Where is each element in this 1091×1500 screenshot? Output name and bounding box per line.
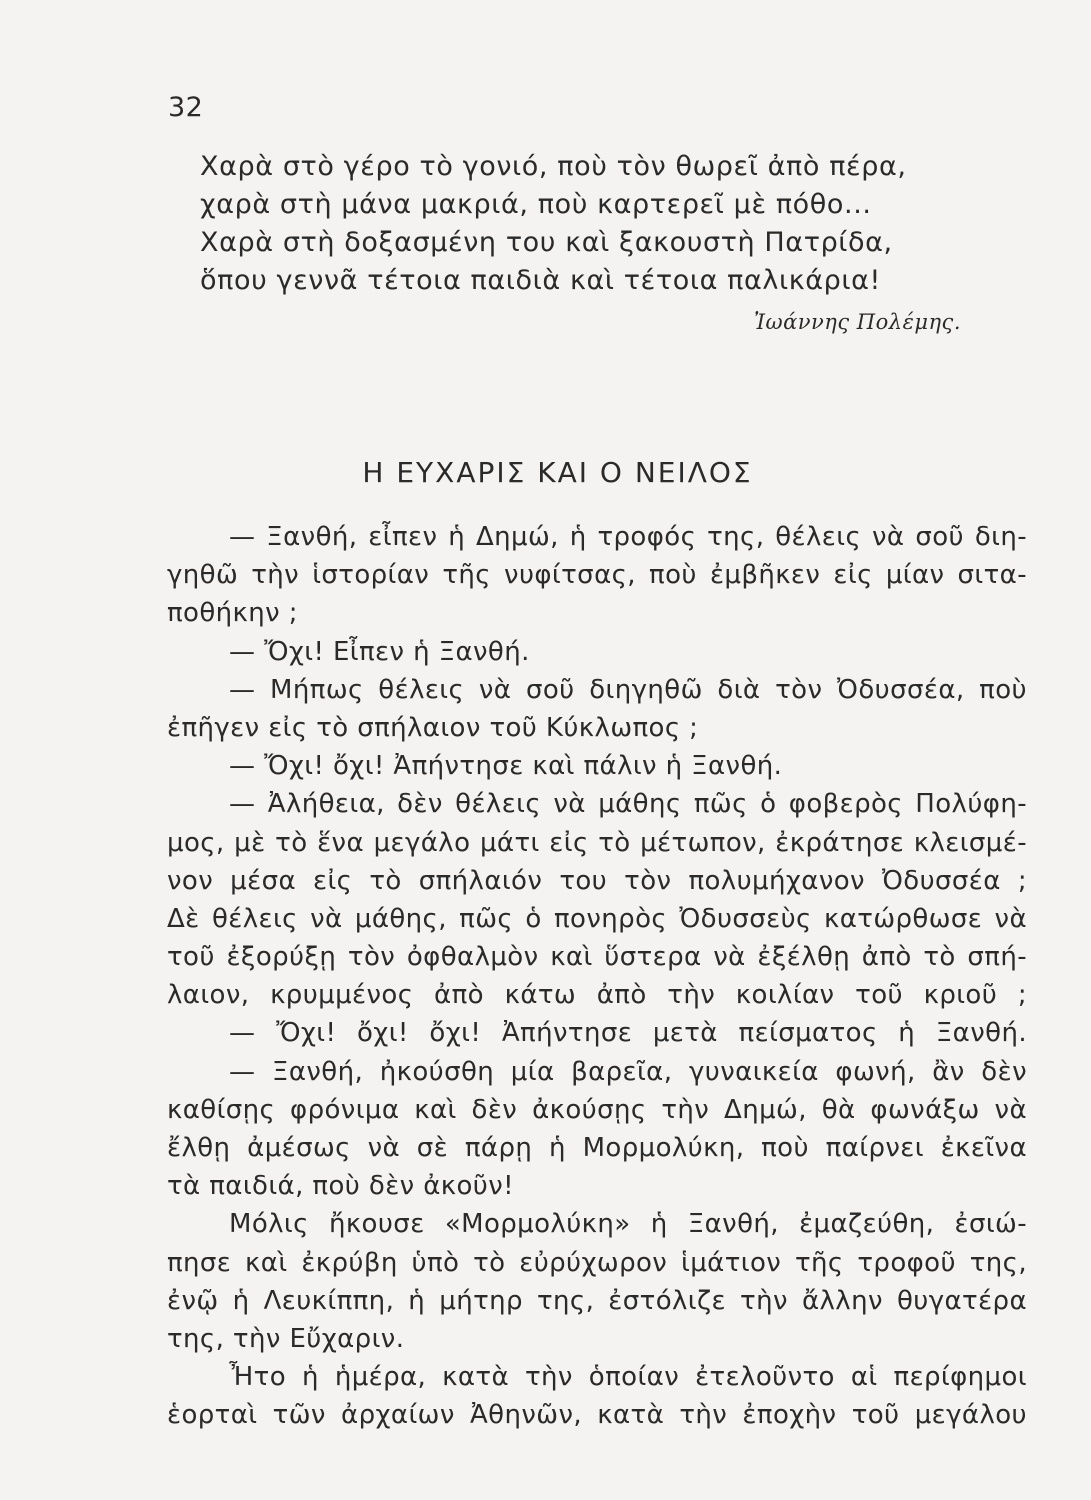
story-line	[167, 1396, 1027, 1434]
poem-line: χαρὰ στὴ μάνα μακριά, ποὺ καρτερεῖ μὲ πόθο...	[200, 189, 872, 220]
story-line-text: νον μέσα εἰς τὸ σπήλαιόν του τὸν πολυμήχανον Ὀδυσσέα ;	[167, 865, 1027, 896]
story-line	[167, 1014, 1027, 1052]
story-line-text: — Ξανθή, ἠκούσθη μία βαρεῖα, γυναικεία φωνή, ἂν δὲν	[229, 1056, 1027, 1087]
story-line-text: της, τὴν Εὔχαριν.	[167, 1323, 405, 1354]
story-line	[167, 556, 1027, 594]
story-line	[167, 633, 1027, 671]
story-line	[167, 1091, 1027, 1129]
poem-line: ὅπου γεννᾶ τέτοια παιδιὰ καὶ τέτοια παλικάρια!	[200, 265, 881, 296]
story-line	[167, 1167, 1027, 1205]
story-line-text: Μόλις ἤκουσε «Μορμολύκη» ἡ Ξανθή, ἐμαζεύθη, ἐσιώ-	[229, 1209, 1027, 1240]
poem-line: Χαρὰ στὸ γέρο τὸ γονιό, ποὺ τὸν θωρεῖ ἀπὸ πέρα,	[200, 151, 907, 182]
story-line-text: — Ὄχι! ὄχι! ὄχι! Ἀπήντησε μετὰ πείσματος ἡ Ξανθή.	[229, 1018, 1027, 1049]
story-line	[167, 1053, 1027, 1091]
story-line	[167, 518, 1027, 556]
story-line	[167, 1244, 1027, 1282]
story-body	[167, 518, 1027, 1435]
story-line-text: — Μήπως θέλεις νὰ σοῦ διηγηθῶ διὰ τὸν Ὀδυσσέα, ποὺ	[229, 674, 1027, 705]
story-line	[167, 671, 1027, 709]
story-line	[167, 747, 1027, 785]
story-line-text: τοῦ ἐξορύξῃ τὸν ὀφθαλμὸν καὶ ὕστερα νὰ ἐξέλθῃ ἀπὸ τὸ σπή-	[167, 942, 1027, 973]
story-line-text: καθίσῃς φρόνιμα καὶ δὲν ἀκούσῃς τὴν Δημώ, θὰ φωνάξω νὰ	[167, 1094, 1027, 1125]
story-line	[167, 1205, 1027, 1243]
story-line-text: Ἦτο ἡ ἡμέρα, κατὰ τὴν ὁποίαν ἐτελοῦντο αἱ περίφημοι	[229, 1362, 1027, 1393]
story-line	[167, 824, 1027, 862]
story-line-text: μος, μὲ τὸ ἕνα μεγάλο μάτι εἰς τὸ μέτωπον, ἐκράτησε κλεισμέ-	[167, 827, 1027, 858]
story-line-text: ἐνῷ ἡ Λευκίππη, ἡ μήτηρ της, ἐστόλιζε τὴν ἄλλην θυγατέρα	[167, 1285, 1027, 1316]
story-line	[167, 938, 1027, 976]
story-line	[167, 900, 1027, 938]
story-line-text: — Ὄχι! Εἶπεν ἡ Ξανθή.	[229, 636, 530, 667]
story-line-text: — Ἀλήθεια, δὲν θέλεις νὰ μάθης πῶς ὁ φοβερὸς Πολύφη-	[229, 789, 1027, 820]
story-line-text: πησε καὶ ἐκρύβη ὑπὸ τὸ εὐρύχωρον ἱμάτιον τῆς τροφοῦ της,	[167, 1247, 1027, 1278]
story-line	[167, 785, 1027, 823]
story-line-text: ἑορταὶ τῶν ἀρχαίων Ἀθηνῶν, κατὰ τὴν ἐποχὴν τοῦ μεγάλου	[167, 1400, 1027, 1431]
story-line-text: τὰ παιδιά, ποὺ δὲν ἀκοῦν!	[167, 1171, 514, 1202]
story-line	[167, 976, 1027, 1014]
story-line	[167, 1129, 1027, 1167]
story-line	[167, 709, 1027, 747]
poem-block	[200, 148, 1020, 300]
story-line	[167, 594, 1027, 632]
story-line	[167, 1282, 1027, 1320]
poem-line: Χαρὰ στὴ δοξασμένη του καὶ ξακουστὴ Πατρίδα,	[200, 227, 893, 258]
story-line-text: ποθήκην ;	[167, 598, 298, 629]
story-line	[167, 862, 1027, 900]
page-number: 32	[168, 92, 204, 123]
story-line-text: γηθῶ τὴν ἱστορίαν τῆς νυφίτσας, ποὺ ἐμβῆκεν εἰς μίαν σιτα-	[167, 560, 1027, 591]
story-title: Η ΕΥΧΑΡΙΣ ΚΑΙ Ο ΝΕΙΛΟΣ	[362, 456, 753, 489]
story-line	[167, 1320, 1027, 1358]
story-line-text: — Ξανθή, εἶπεν ἡ Δημώ, ἡ τροφός της, θέλεις νὰ σοῦ διη-	[229, 522, 1027, 552]
story-line-text: ἔλθῃ ἀμέσως νὰ σὲ πάρῃ ἡ Μορμολύκη, ποὺ παίρνει ἐκεῖνα	[167, 1133, 1027, 1163]
poem-author-signature: Ἰωάννης Πολέμης.	[754, 310, 961, 334]
story-line-text: — Ὄχι! ὄχι! Ἀπήντησε καὶ πάλιν ἡ Ξανθή.	[229, 751, 783, 782]
story-line-text: ἐπῆγεν εἰς τὸ σπήλαιον τοῦ Κύκλωπος ;	[167, 712, 699, 743]
story-line-text: λαιον, κρυμμένος ἀπὸ κάτω ἀπὸ τὴν κοιλίαν τοῦ κριοῦ ;	[167, 980, 1027, 1011]
story-line	[167, 1358, 1027, 1396]
story-line-text: Δὲ θέλεις νὰ μάθης, πῶς ὁ πονηρὸς Ὀδυσσεὺς κατώρθωσε νὰ	[167, 903, 1027, 934]
